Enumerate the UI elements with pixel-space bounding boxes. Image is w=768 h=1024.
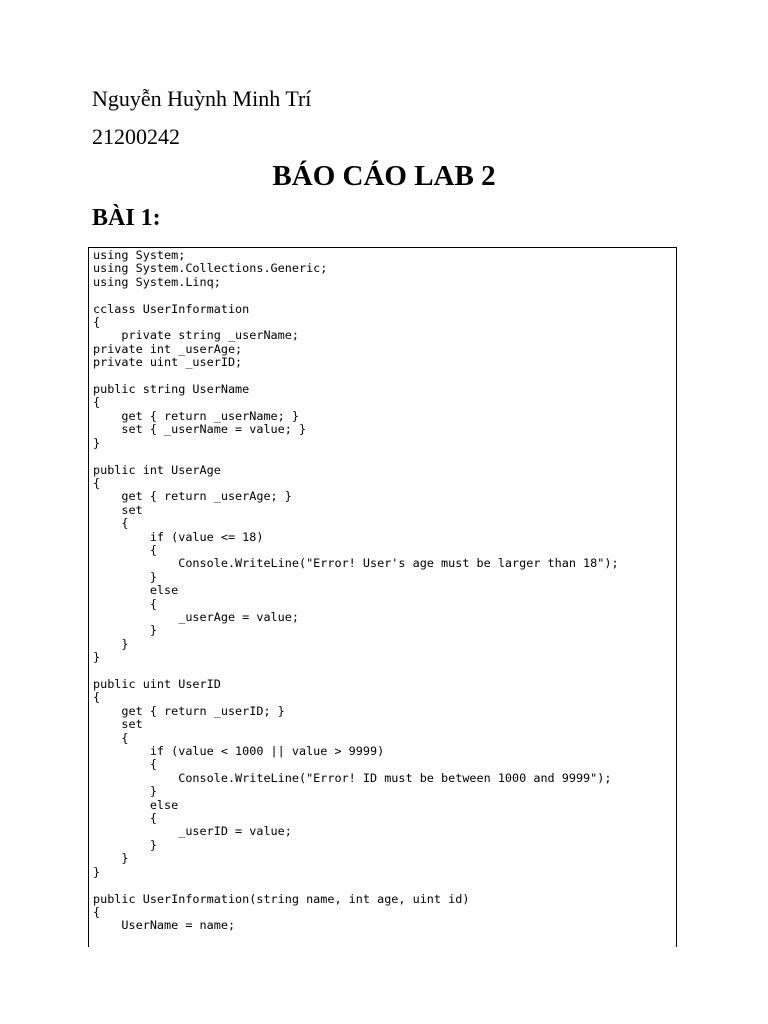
student-id: 21200242 xyxy=(92,124,180,149)
section-heading: BÀI 1: xyxy=(92,205,161,231)
report-title: BÁO CÁO LAB 2 xyxy=(272,160,496,192)
code-listing: using System; using System.Collections.Generic; using System.Linq; cclass UserInformation { private string _userName; private int _userAge; private uint _userID; public string UserName { get { return _userName; } set { _userName = value; } } public int UserAge { get { return _userAge; } set { if (value <= 18) { Console.WriteLine("Error! User's age must be larger than 18"); } else { _userAge = value; } } } public uint UserID { get { return _userID; } set { if (value < 1000 || value > 9999) { Console.WriteLine("Error! ID must be between 1000 and 9999"); } else { _userID = value; } } } public UserInformation(string name, int age, uint id) { UserName = name; xyxy=(93,248,619,933)
author-name: Nguyễn Huỳnh Minh Trí xyxy=(92,86,312,111)
code-block xyxy=(88,247,677,947)
